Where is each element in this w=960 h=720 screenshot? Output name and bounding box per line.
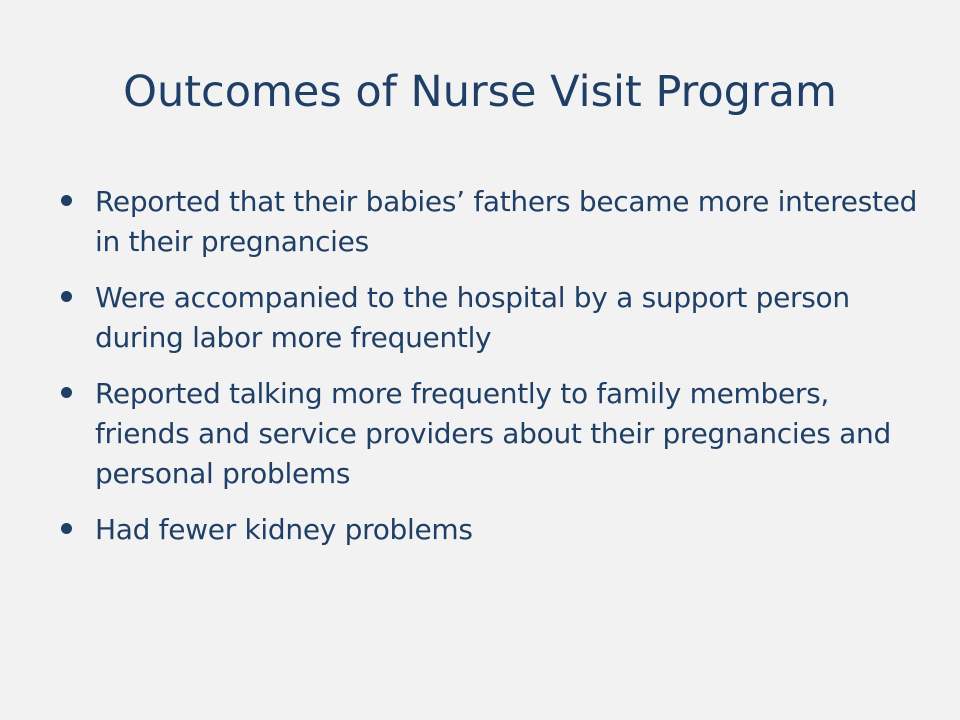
bullet-item: [0, 510, 960, 550]
bullet-list: [0, 182, 960, 566]
bullet-text: Were accompanied to the hospital by a support person during labor more frequently: [95, 281, 850, 354]
bullet-dot-icon: [61, 387, 72, 398]
bullet-dot-icon: [61, 523, 72, 534]
bullet-dot-icon: [61, 291, 72, 302]
bullet-text: Reported talking more frequently to family members, friends and service providers about their pregnancies and personal problems: [95, 377, 891, 490]
bullet-item: [0, 374, 960, 494]
bullet-item: [0, 278, 960, 358]
bullet-text: Reported that their babies’ fathers became more interested in their pregnancies: [95, 185, 918, 258]
bullet-dot-icon: [61, 195, 72, 206]
slide-title: Outcomes of Nurse Visit Program: [123, 67, 837, 117]
bullet-text: Had fewer kidney problems: [95, 513, 473, 546]
bullet-item: [0, 182, 960, 262]
